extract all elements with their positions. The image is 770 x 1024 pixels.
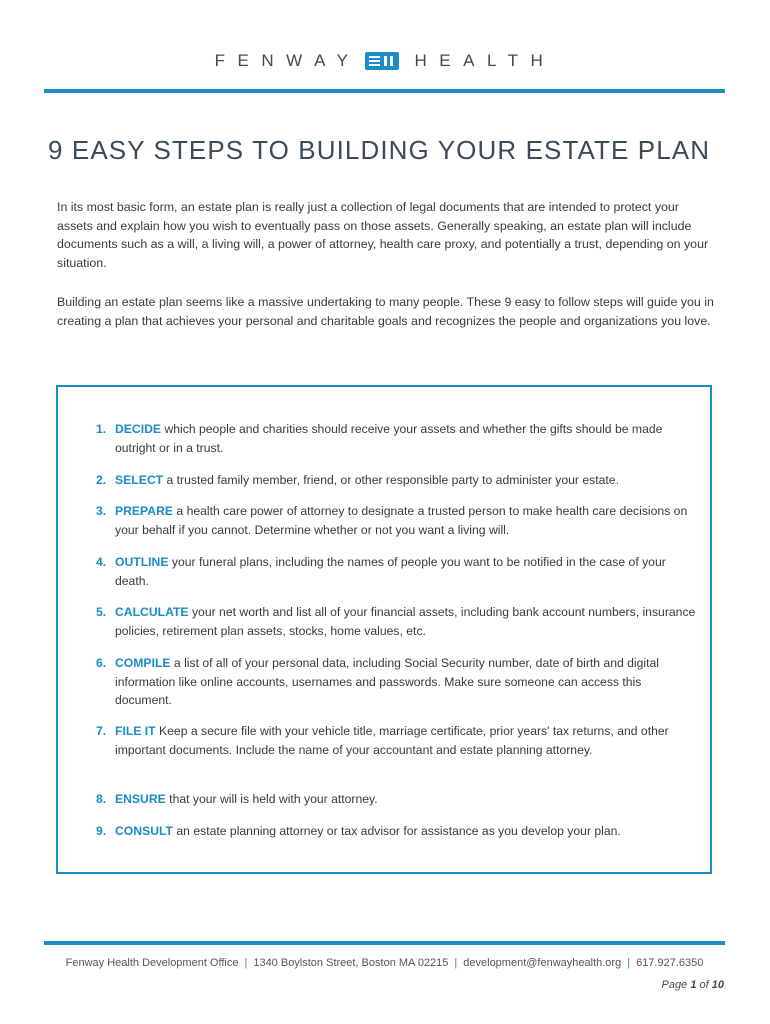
step-keyword: FILE IT: [115, 724, 156, 738]
page-of: of: [699, 979, 709, 991]
intro-paragraph-2: Building an estate plan seems like a massive undertaking to many people. These 9 easy to follow steps will guide you in creating a plan that achieves your personal and charitable goals and recognizes the people and organizations you love.: [57, 295, 714, 328]
step-keyword: OUTLINE: [115, 555, 169, 569]
footer-divider: [44, 941, 725, 945]
step-keyword: PREPARE: [115, 504, 174, 518]
step-number: 6.: [96, 656, 107, 670]
step-keyword: SELECT: [115, 473, 164, 487]
logo-word-fenway: FENWAY: [214, 51, 361, 70]
footer-address: 1340 Boylston Street, Boston MA 02215: [253, 957, 449, 969]
page-title: 9 EASY STEPS TO BUILDING YOUR ESTATE PLAN: [48, 135, 711, 165]
step-keyword: DECIDE: [115, 422, 162, 436]
footer-email: development@fenwayhealth.org: [463, 957, 622, 969]
step-number: 4.: [96, 555, 107, 569]
page-total: 10: [711, 979, 724, 991]
step-text: Keep a secure file with your vehicle title, marriage certificate, prior years' tax returns, and other important documents. Include the name of your accountant and estate planning attorney.: [115, 724, 669, 757]
step-item-2: [96, 471, 696, 490]
step-number: 9.: [96, 824, 107, 838]
step-text: which people and charities should receive your assets and whether the gifts should be made outright or in a trust.: [115, 422, 663, 455]
step-keyword: ENSURE: [115, 792, 166, 806]
logo-word-health: HEALTH: [414, 51, 556, 70]
step-item-9: [96, 822, 696, 841]
step-number: 7.: [96, 724, 107, 738]
page-number: [662, 979, 724, 991]
step-text: an estate planning attorney or tax advisor for assistance as you develop your plan.: [173, 824, 621, 838]
footer-separator: |: [627, 957, 631, 969]
page-label: Page: [661, 979, 688, 991]
step-number: 3.: [96, 504, 107, 518]
header-divider: [44, 89, 725, 93]
step-text: your net worth and list all of your financial assets, including bank account numbers, insurance policies, retirement plan assets, stocks, home values, etc.: [115, 605, 696, 638]
step-keyword: COMPILE: [115, 656, 171, 670]
step-item-3: [96, 502, 696, 539]
step-number: 5.: [96, 605, 107, 619]
fenway-health-mark-icon: [365, 52, 399, 70]
footer-contact: [44, 957, 725, 969]
step-item-5: [96, 603, 696, 640]
footer-separator: |: [244, 957, 248, 969]
step-number: 2.: [96, 473, 107, 487]
step-item-6: [96, 654, 696, 710]
page-current: 1: [690, 979, 697, 991]
step-number: 1.: [96, 422, 107, 436]
footer-separator: |: [454, 957, 458, 969]
step-item-8: [96, 790, 696, 809]
step-keyword: CALCULATE: [115, 605, 189, 619]
step-item-7: [96, 722, 696, 759]
step-item-1: [96, 420, 696, 457]
step-text: a health care power of attorney to designate a trusted person to make health care decisions on your behalf if you cannot. Determine whether or not you want a living will.: [115, 504, 688, 537]
footer-org: Fenway Health Development Office: [65, 957, 239, 969]
fenway-health-logo: [0, 50, 770, 72]
step-text: that your will is held with your attorney.: [165, 792, 378, 806]
step-item-4: [96, 553, 696, 590]
step-text: a list of all of your personal data, including Social Security number, date of birth and digital information like online accounts, usernames and passwords. Make sure someone can access this document.: [115, 656, 659, 708]
step-number: 8.: [96, 792, 107, 806]
step-text: a trusted family member, friend, or other responsible party to administer your estate.: [163, 473, 619, 487]
step-keyword: CONSULT: [115, 824, 173, 838]
intro-paragraph-1: In its most basic form, an estate plan is really just a collection of legal documents that are intended to protect your assets and explain how you wish to eventually pass on those assets. Generally speaking, an estate plan will include documents such as a will, a living will, a power of attorney, health care proxy, and potentially a trust, depending on your situation.: [57, 200, 709, 270]
footer-phone: 617.927.6350: [636, 957, 704, 969]
step-text: your funeral plans, including the names of people you want to be notified in the case of your death.: [115, 555, 666, 588]
